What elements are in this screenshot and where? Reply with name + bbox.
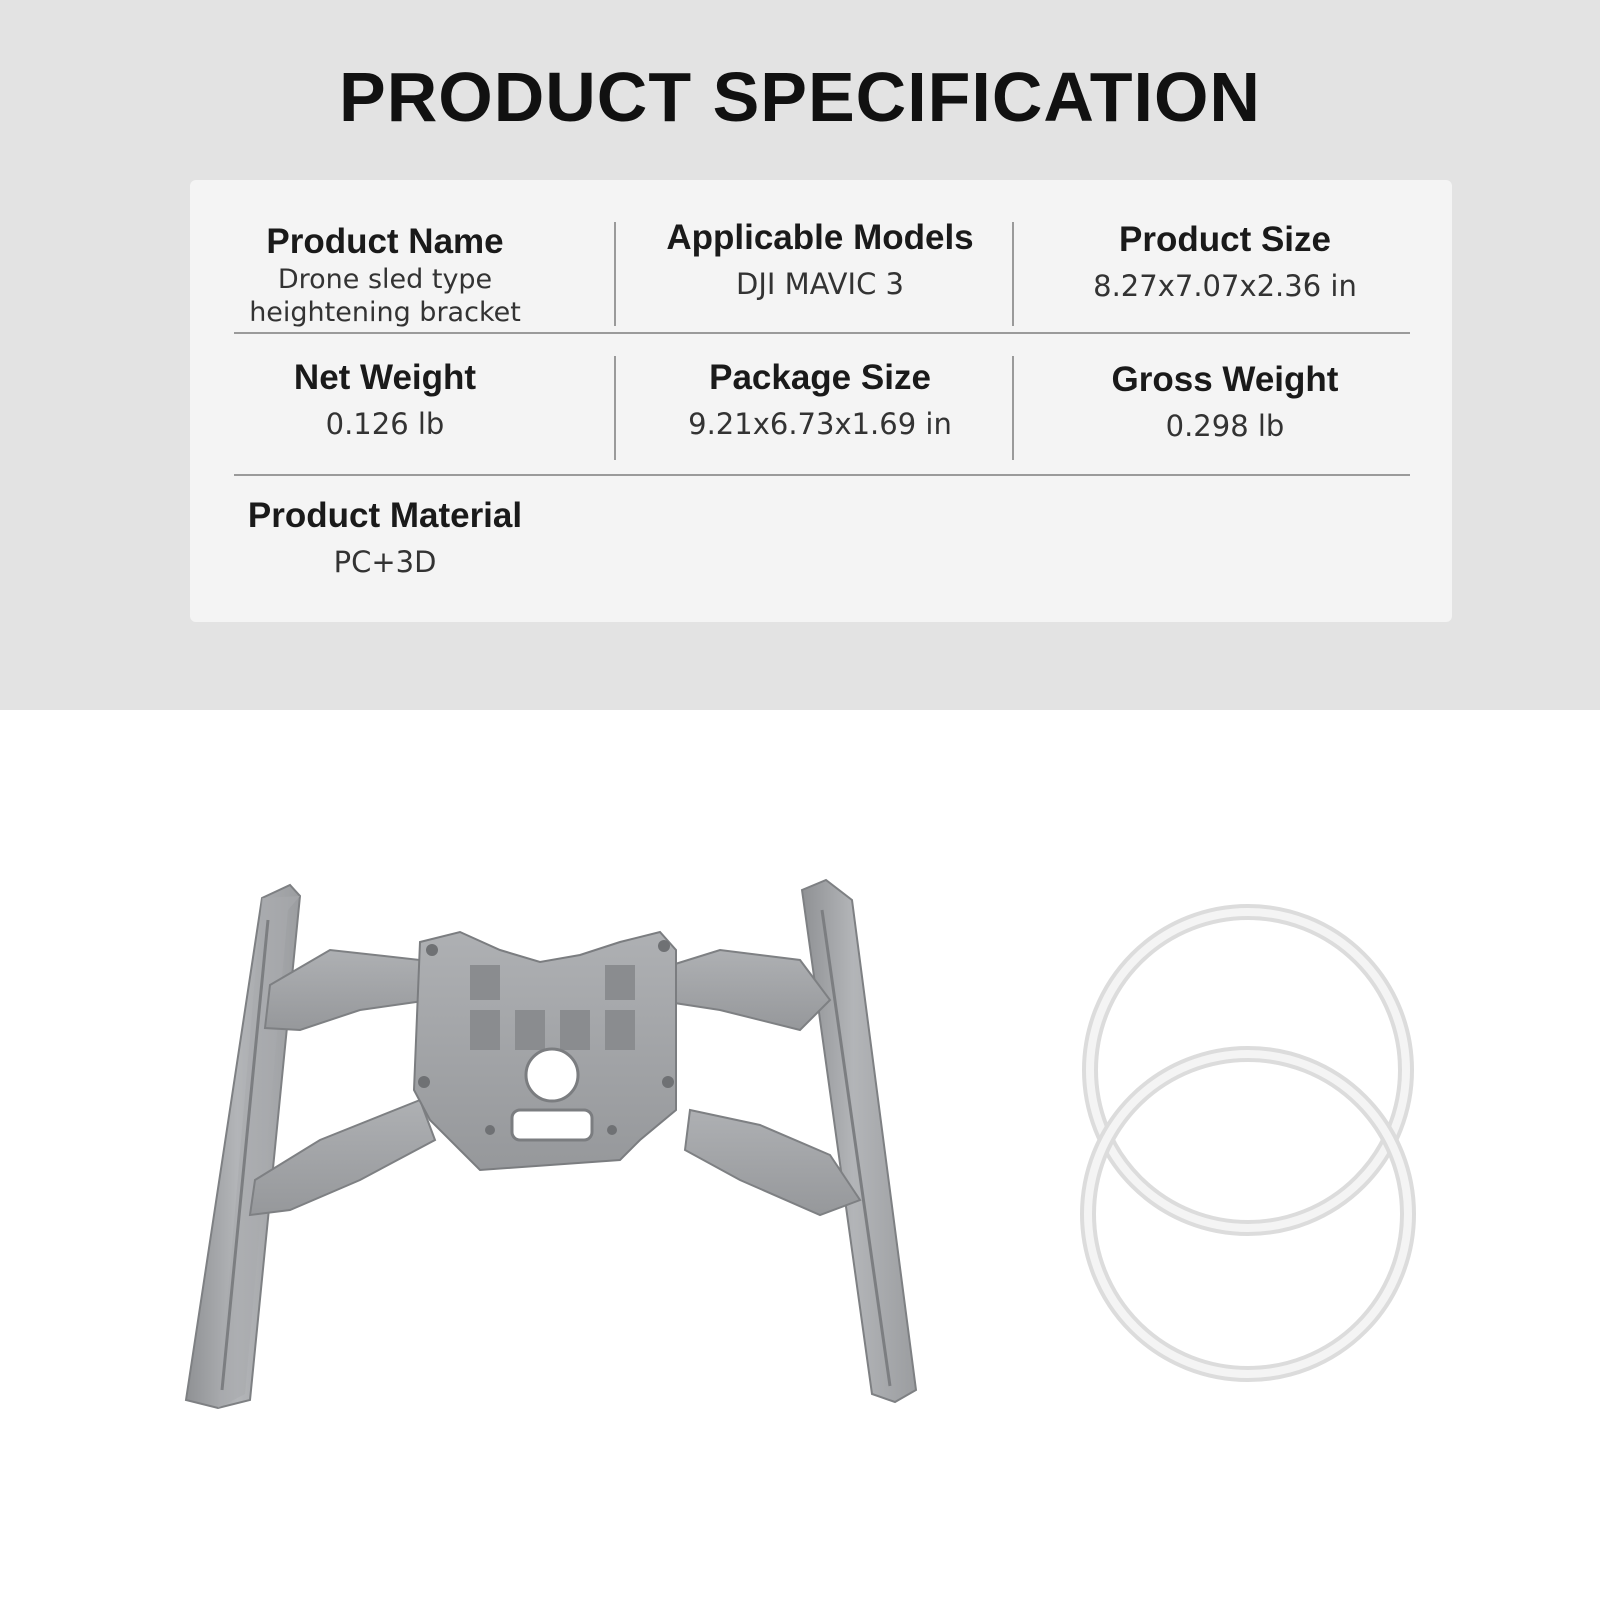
spec-value: PC+3D [333,545,437,580]
column-divider [614,356,616,460]
two-clear-rings-image [0,710,1600,1600]
column-divider [1012,356,1014,460]
spec-cell-product-material [230,496,540,580]
spec-cell-product-name [230,222,540,330]
spec-value: 8.27x7.07x2.36 in [1093,269,1357,304]
spec-value: 0.298 lb [1165,409,1285,444]
spec-label: Applicable Models [666,218,974,257]
spec-table [190,180,1452,622]
spec-value: 0.126 lb [325,407,445,442]
spec-cell-package-size [630,358,1010,442]
spec-cell-gross-weight [1030,360,1420,444]
spec-label: Package Size [709,358,931,397]
row-divider [234,474,1410,476]
spec-label: Net Weight [293,358,477,397]
spec-value-line: heightening bracket [249,297,521,329]
spec-cell-applicable-models [630,218,1010,302]
spec-value-line: Drone sled type [277,264,493,296]
spec-cell-product-size [1030,220,1420,304]
column-divider [1012,222,1014,326]
spec-label: Product Material [247,496,523,535]
column-divider [614,222,616,326]
product-photo-area [0,710,1600,1600]
row-divider [234,332,1410,334]
spec-label: Product Size [1119,220,1331,259]
spec-cell-net-weight [230,358,540,442]
page-title: PRODUCT SPECIFICATION [339,58,1261,136]
spec-value: 9.21x6.73x1.69 in [688,407,952,442]
spec-label: Gross Weight [1111,360,1339,399]
spec-value: DJI MAVIC 3 [736,267,904,302]
spec-label: Product Name [266,222,504,261]
